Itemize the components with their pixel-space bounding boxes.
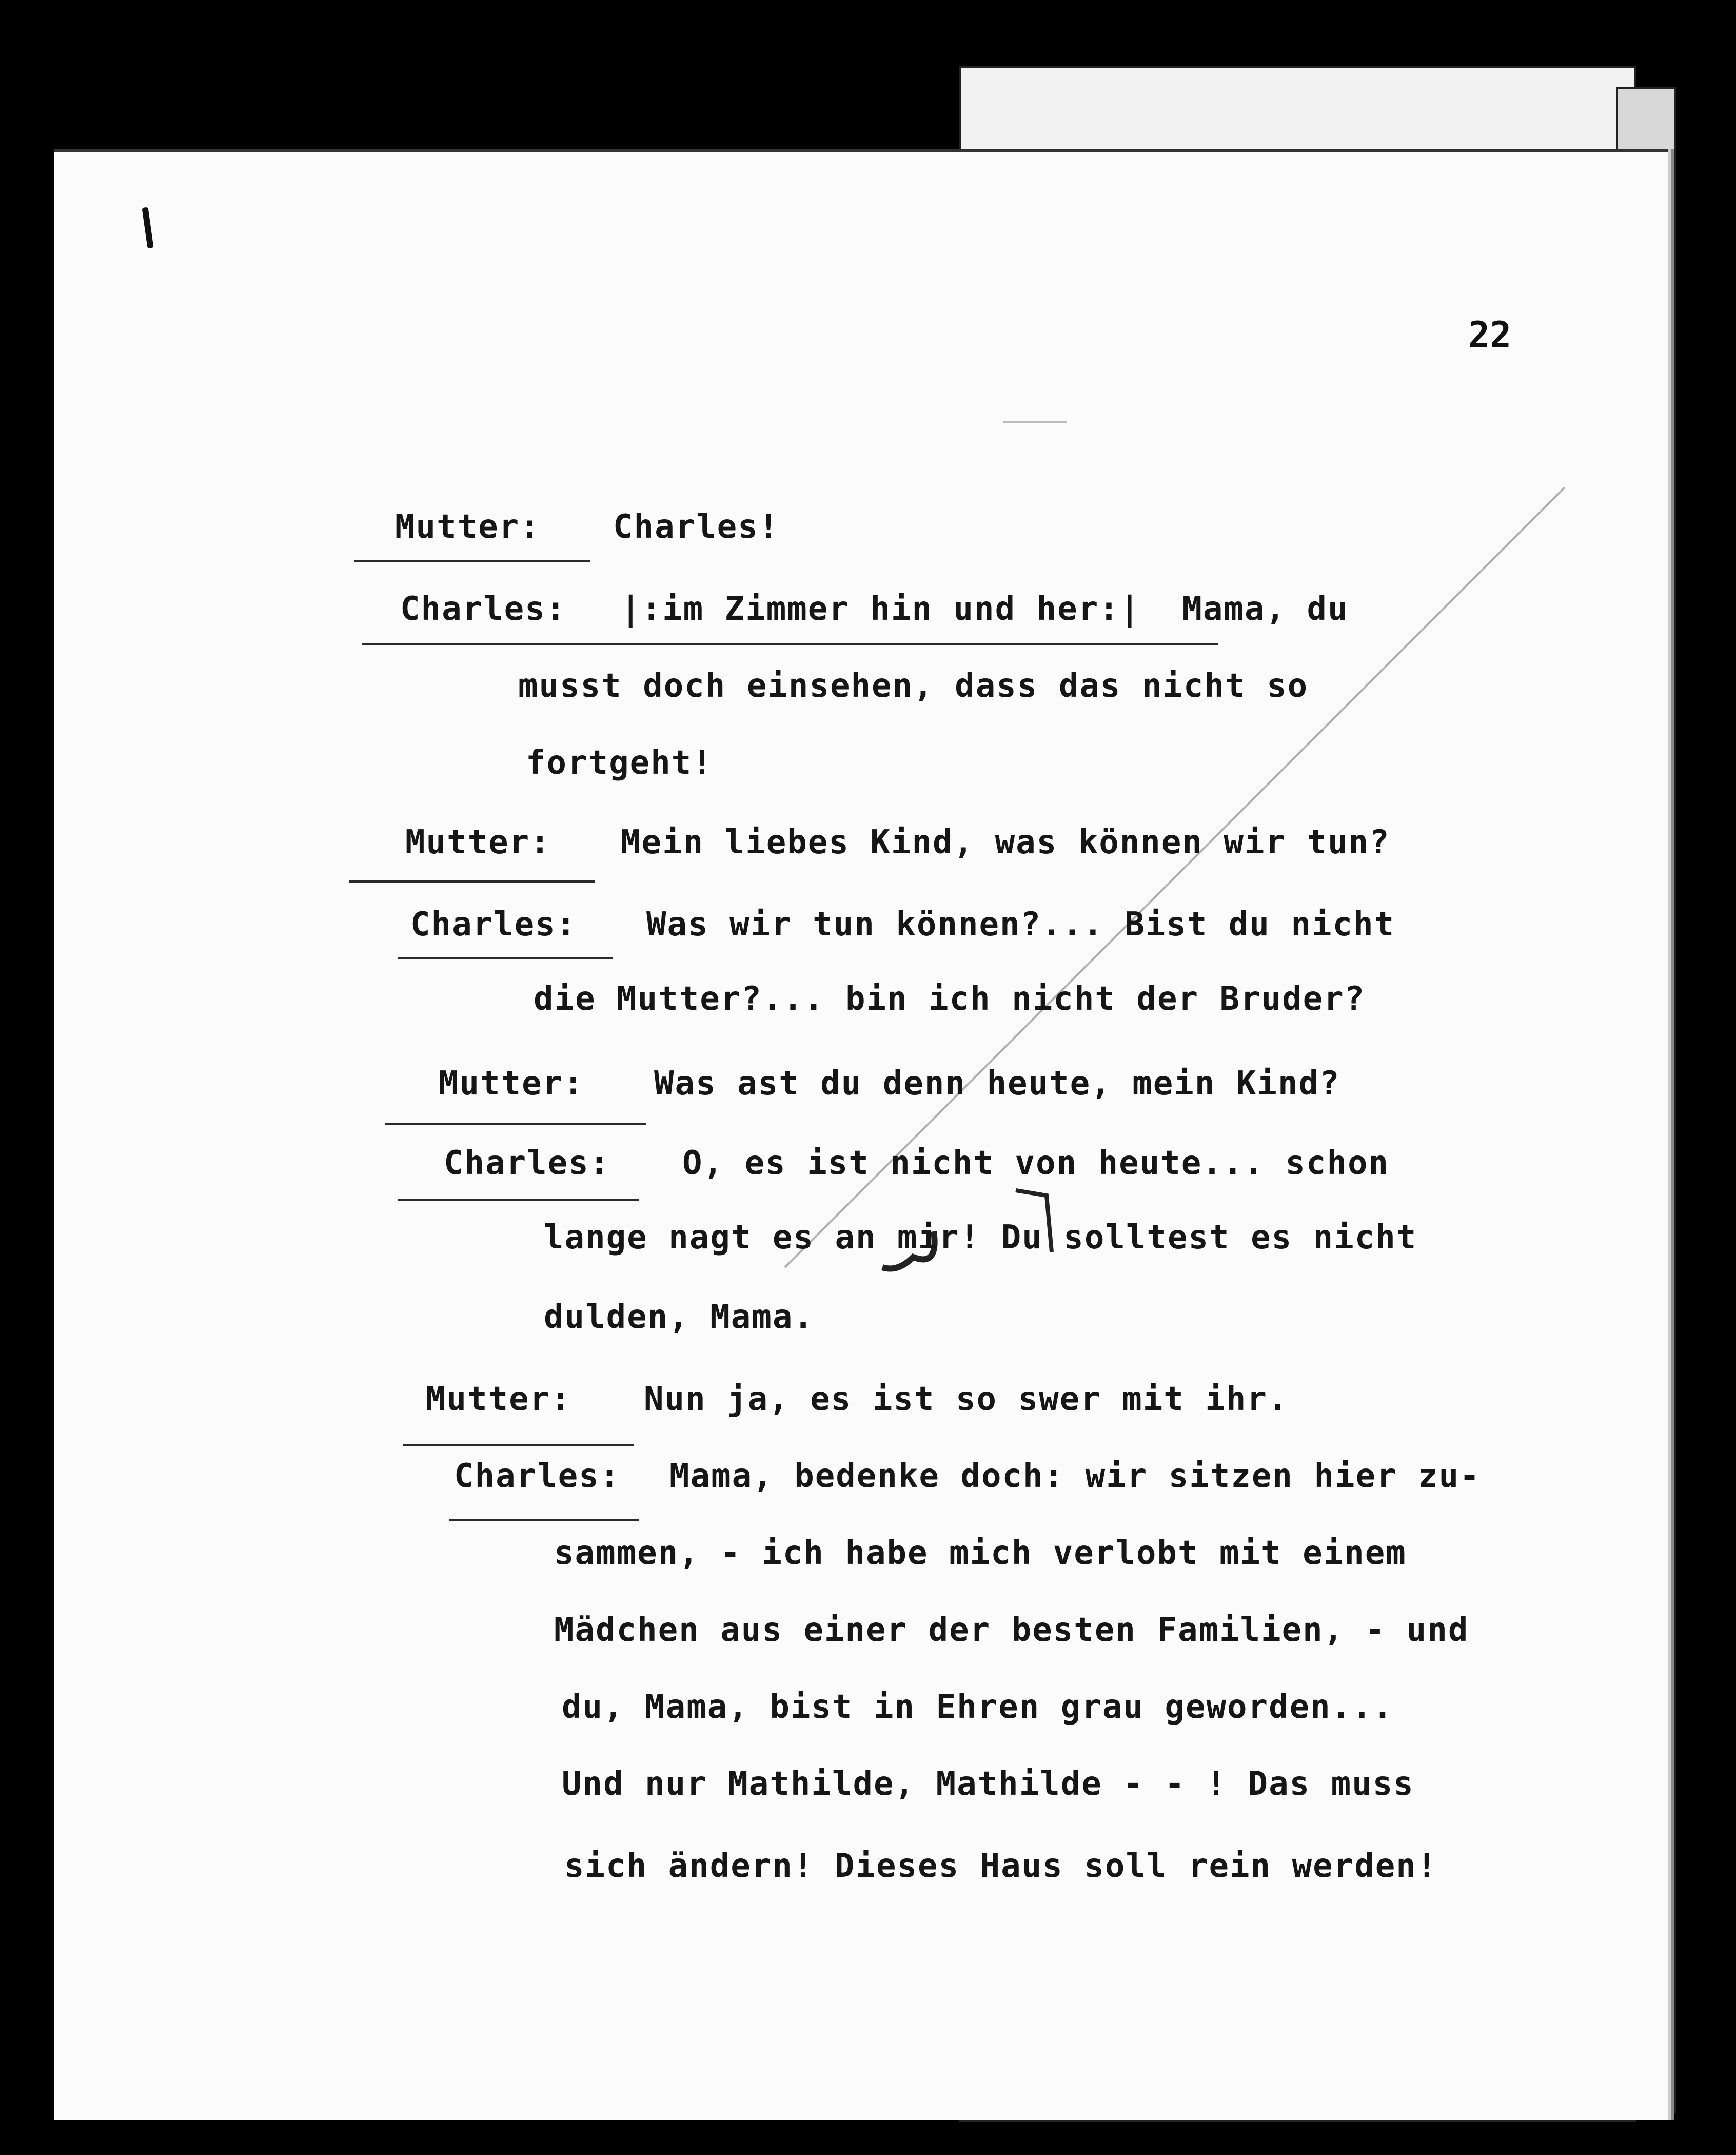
dialogue-line: |:im Zimmer hin und her:| Mama, du [621, 590, 1349, 628]
underline-rule [449, 1519, 639, 1521]
underline-rule [354, 560, 590, 562]
dialogue-line: lange nagt es an mir! Du solltest es nicht [544, 1219, 1417, 1257]
speaker-name: Mutter: [405, 824, 551, 861]
dialogue-line: sich ändern! Dieses Haus soll rein werden! [564, 1847, 1438, 1885]
dialogue-line: Mein liebes Kind, was können wir tun? [621, 824, 1390, 861]
dialogue-line: Was ast du denn heute, mein Kind? [654, 1065, 1340, 1103]
underline-rule [398, 1199, 639, 1201]
underline-rule [398, 957, 613, 959]
dialogue-line: Mama, bedenke doch: wir sitzen hier zu- [669, 1457, 1481, 1495]
underline-rule [403, 1444, 634, 1446]
underline-rule [362, 643, 1218, 645]
speaker-name: Charles: [454, 1457, 621, 1495]
dialogue-line: fortgeht! [526, 744, 713, 782]
underline-rule [385, 1123, 646, 1125]
dialogue-line: Nun ja, es ist so swer mit ihr. [644, 1380, 1289, 1418]
dialogue-line: musst doch einsehen, dass das nicht so [518, 667, 1309, 705]
speaker-name: Charles: [400, 590, 567, 628]
dialogue-line: du, Mama, bist in Ehren grau geworden... [562, 1688, 1394, 1726]
speaker-name: Charles: [410, 906, 577, 944]
dialogue-line: dulden, Mama. [544, 1298, 814, 1336]
speaker-name: Charles: [444, 1144, 610, 1182]
dialogue-line: Was wir tun können?... Bist du nicht [646, 906, 1395, 944]
dialogue-line: Mädchen aus einer der besten Familien, - und [554, 1611, 1469, 1649]
page-number: 22 [1468, 314, 1512, 356]
speaker-name: Mutter: [439, 1065, 584, 1103]
dialogue-line: die Mutter?... bin ich nicht der Bruder? [534, 980, 1366, 1018]
speaker-name: Mutter: [395, 508, 541, 546]
dialogue-line: Und nur Mathilde, Mathilde - - ! Das muss [562, 1765, 1414, 1803]
dialogue-line: O, es ist nicht von heute... schon [682, 1144, 1390, 1182]
underline-rule [349, 880, 595, 883]
dialogue-line: sammen, - ich habe mich verlobt mit einem [554, 1534, 1407, 1572]
speaker-name: Mutter: [426, 1380, 571, 1418]
dialogue-line: Charles! [613, 508, 780, 546]
